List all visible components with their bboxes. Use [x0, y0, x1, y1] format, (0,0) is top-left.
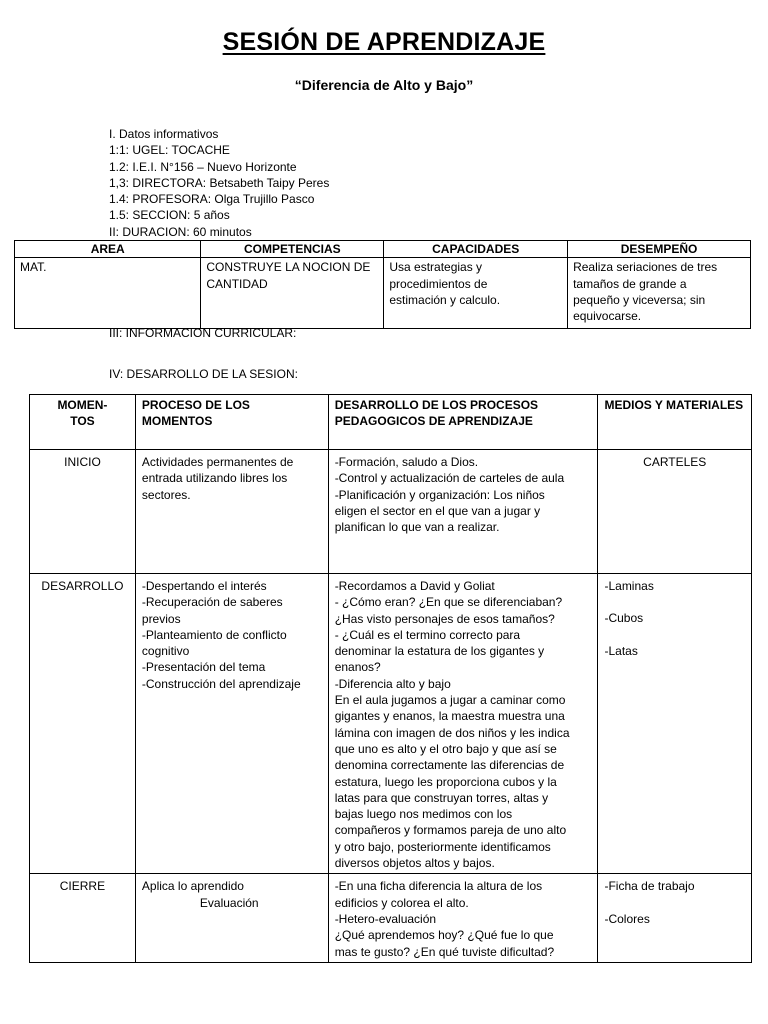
cell-proceso: Actividades permanentes de entrada utilizando libres los sectores.	[135, 450, 328, 574]
document-subtitle: “Diferencia de Alto y Bajo”	[294, 77, 474, 93]
datos-directora: 1,3: DIRECTORA: Betsabeth Taipy Peres	[109, 175, 330, 190]
header-medios: MEDIOS Y MATERIALES	[598, 395, 752, 450]
datos-heading: I. Datos informativos	[109, 127, 219, 141]
datos-seccion: 1.5: SECCION: 5 años	[109, 208, 230, 223]
section-informacion-curricular: III: INFORMACION CURRICULAR:	[109, 326, 297, 340]
datos-iei: 1.2: I.E.I. N°156 – Nuevo Horizonte	[109, 159, 297, 174]
cell-medios: -Ficha de trabajo -Colores	[598, 874, 752, 962]
section-desarrollo-sesion: IV: DESARROLLO DE LA SESION:	[109, 367, 298, 381]
table-header-row	[30, 395, 752, 450]
cell-area: MAT.	[15, 258, 201, 329]
cell-competencias: CONSTRUYE LA NOCION DE CANTIDAD	[201, 258, 384, 329]
table-row	[30, 450, 752, 574]
header-area: AREA	[15, 241, 201, 258]
header-momentos: MOMEN- TOS	[30, 395, 136, 450]
cell-proceso: Aplica lo aprendido Evaluación	[135, 874, 328, 962]
header-desempeno: DESEMPEÑO	[568, 241, 751, 258]
datos-ugel: 1:1: UGEL: TOCACHE	[109, 143, 230, 158]
table-row	[15, 258, 751, 329]
cell-medios: -Laminas -Cubos -Latas	[598, 574, 752, 874]
datos-informativos	[109, 126, 329, 240]
cell-desarrollo: -Formación, saludo a Dios. -Control y actualización de carteles de aula -Planificación y organización: Los niños eligen el sector en el que van a jugar y planifican lo que van a realizar.	[328, 450, 598, 574]
document-title: SESIÓN DE APRENDIZAJE	[222, 28, 546, 56]
table-row	[30, 574, 752, 874]
table-row	[30, 874, 752, 962]
cell-capacidades: Usa estrategias y procedimientos de estimación y calculo.	[384, 258, 568, 329]
datos-profesora: 1.4: PROFESORA: Olga Trujillo Pasco	[109, 192, 315, 207]
header-capacidades: CAPACIDADES	[384, 241, 568, 258]
header-desarrollo: DESARROLLO DE LOS PROCESOS PEDAGOGICOS DE APRENDIZAJE	[328, 395, 598, 450]
desarrollo-table	[29, 394, 752, 963]
cell-desarrollo: -En una ficha diferencia la altura de los edificios y colorea el alto. -Hetero-evaluación ¿Qué aprendemos hoy? ¿Qué fue lo que mas te gusto? ¿En qué tuviste dificultad?	[328, 874, 598, 962]
header-proceso: PROCESO DE LOS MOMENTOS	[135, 395, 328, 450]
competencias-table	[14, 240, 751, 329]
cell-medios: CARTELES	[598, 450, 752, 574]
cell-momento-cierre: CIERRE	[30, 874, 136, 962]
cell-momento-desarrollo: DESARROLLO	[30, 574, 136, 874]
cell-desempeno: Realiza seriaciones de tres tamaños de grande a pequeño y viceversa; sin equivocarse.	[568, 258, 751, 329]
cell-proceso: -Despertando el interés -Recuperación de saberes previos -Planteamiento de conflicto cognitivo -Presentación del tema -Construcción del aprendizaje	[135, 574, 328, 874]
table-header-row	[15, 241, 751, 258]
datos-duracion: II: DURACION: 60 minutos	[109, 224, 252, 239]
cell-momento-inicio: INICIO	[30, 450, 136, 574]
header-competencias: COMPETENCIAS	[201, 241, 384, 258]
cell-desarrollo: -Recordamos a David y Goliat - ¿Cómo eran? ¿En que se diferenciaban? ¿Has visto personajes de esos tamaños? - ¿Cuál es el termino correcto para denominar la estatura de los gigantes y enanos? -Diferencia alto y bajo En el aula jugamos a jugar a caminar como gigantes y enanos, la maestra muestra una lámina con imagen de dos niños y les indica que uno es alto y el otro bajo y que así se denomina correctamente las diferencias de estatura, luego les proporciona cubos y la latas para que construyan torres, altas y bajas luego nos medimos con los compañeros y formamos pareja de uno alto y otro bajo, posteriormente identificamos diversos objetos altos y bajos.	[328, 574, 598, 874]
